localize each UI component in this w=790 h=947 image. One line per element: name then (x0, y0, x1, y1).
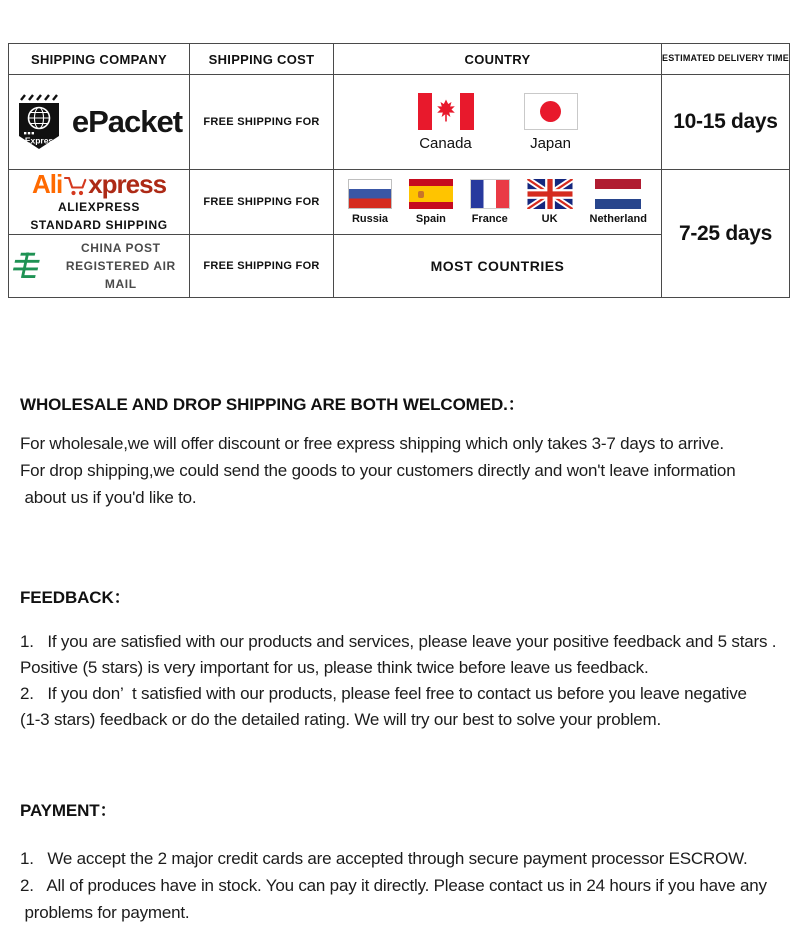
country-label: Spain (415, 213, 446, 225)
header-shipping-cost: SHIPPING COST (190, 44, 334, 75)
epacket-wordmark: ePacket (71, 104, 183, 139)
aliexpress-logo (9, 168, 189, 233)
country-label: Japan (530, 134, 571, 152)
country-canada (418, 93, 474, 152)
country-label: France (471, 213, 508, 225)
table-header-row (9, 44, 790, 75)
canada-flag-icon (418, 93, 474, 130)
feedback-line: (1-3 stars) feedback or do the detailed rating. We will try our best to solve your problem. (20, 710, 662, 729)
country-france (470, 179, 510, 225)
chinapost-name: CHINA POST (81, 241, 161, 255)
shopping-cart-icon (63, 174, 87, 197)
country-uk (527, 179, 573, 225)
uk-flag-icon (527, 179, 573, 209)
header-estimated-delivery-time: ESTIMATED DELIVERY TIME (662, 44, 790, 75)
country-label: Russia (351, 213, 389, 225)
aliexpress-wordmark-ali: Ali (31, 168, 63, 199)
aliexpress-wordmark-xpress: xpress (88, 168, 167, 199)
epacket-countries (334, 93, 661, 152)
feedback-line: Positive (5 stars) is very important for us, please think twice before leave us feedback. (20, 658, 649, 677)
netherland-flag-icon (595, 179, 641, 209)
wholesale-paragraph (20, 430, 735, 511)
wholesale-line: about us if you'd like to. (20, 488, 197, 507)
russia-flag-icon (348, 179, 392, 209)
france-flag-icon (470, 179, 510, 209)
epacket-logo (9, 93, 189, 151)
country-netherland (590, 179, 647, 225)
epacket-delivery-time: 10-15 days (673, 110, 778, 133)
shipping-info-table (8, 43, 790, 298)
country-label: Canada (419, 134, 472, 152)
chinapost-countries: MOST COUNTRIES (430, 258, 565, 274)
chinapost-service-name: REGISTERED AIR MAIL (65, 259, 176, 291)
payment-line: 2. All of produces have in stock. You can pay it directly. Please contact us in 24 hours if you have any (20, 876, 767, 895)
aliexpress-countries (334, 179, 661, 225)
payment-heading: PAYMENT： (20, 801, 117, 820)
aliexpress-shipping-cost: FREE SHIPPING FOR (203, 196, 320, 208)
country-spain (409, 179, 453, 225)
wholesale-line: For wholesale,we will offer discount or free express shipping which only takes 3-7 days to arrive. (20, 434, 724, 453)
country-label: UK (541, 213, 558, 225)
china-post-emblem-icon (9, 247, 45, 285)
spain-flag-icon (409, 179, 453, 209)
table-row-aliexpress (9, 170, 790, 235)
wholesale-line: For drop shipping,we could send the goods to your customers directly and won't leave information (20, 461, 736, 480)
aliexpress-delivery-time: 7-25 days (678, 221, 773, 245)
epacket-badge-text: Expres (24, 135, 54, 146)
country-russia (348, 179, 392, 225)
payment-line: 1. We accept the 2 major credit cards are accepted through secure payment processor ESCROW. (20, 849, 748, 868)
japan-flag-icon (524, 93, 578, 130)
feedback-line: 1. If you are satisfied with our products and services, please leave your positive feedback and 5 stars . (20, 632, 777, 651)
feedback-paragraph (20, 629, 776, 733)
feedback-heading: FEEDBACK： (20, 588, 131, 607)
epacket-badge-icon (16, 93, 62, 151)
country-japan (524, 93, 578, 152)
payment-line: problems for payment. (20, 903, 190, 922)
chinapost-shipping-cost: FREE SHIPPING FOR (203, 260, 320, 272)
chinapost-logo (9, 239, 189, 293)
aliexpress-name: ALIEXPRESS (57, 199, 141, 214)
payment-paragraph (20, 845, 767, 926)
wholesale-heading: WHOLESALE AND DROP SHIPPING ARE BOTH WELCOMED.： (20, 395, 525, 414)
epacket-shipping-cost: FREE SHIPPING FOR (203, 116, 320, 128)
aliexpress-service-name: STANDARD SHIPPING (30, 218, 168, 232)
country-label: Netherland (589, 213, 647, 225)
header-country: COUNTRY (334, 44, 662, 75)
header-shipping-company: SHIPPING COMPANY (9, 44, 190, 75)
table-row-epacket (9, 75, 790, 170)
feedback-line: 2. If you don’ t satisfied with our products, please feel free to contact us before you leave negative (20, 684, 747, 703)
